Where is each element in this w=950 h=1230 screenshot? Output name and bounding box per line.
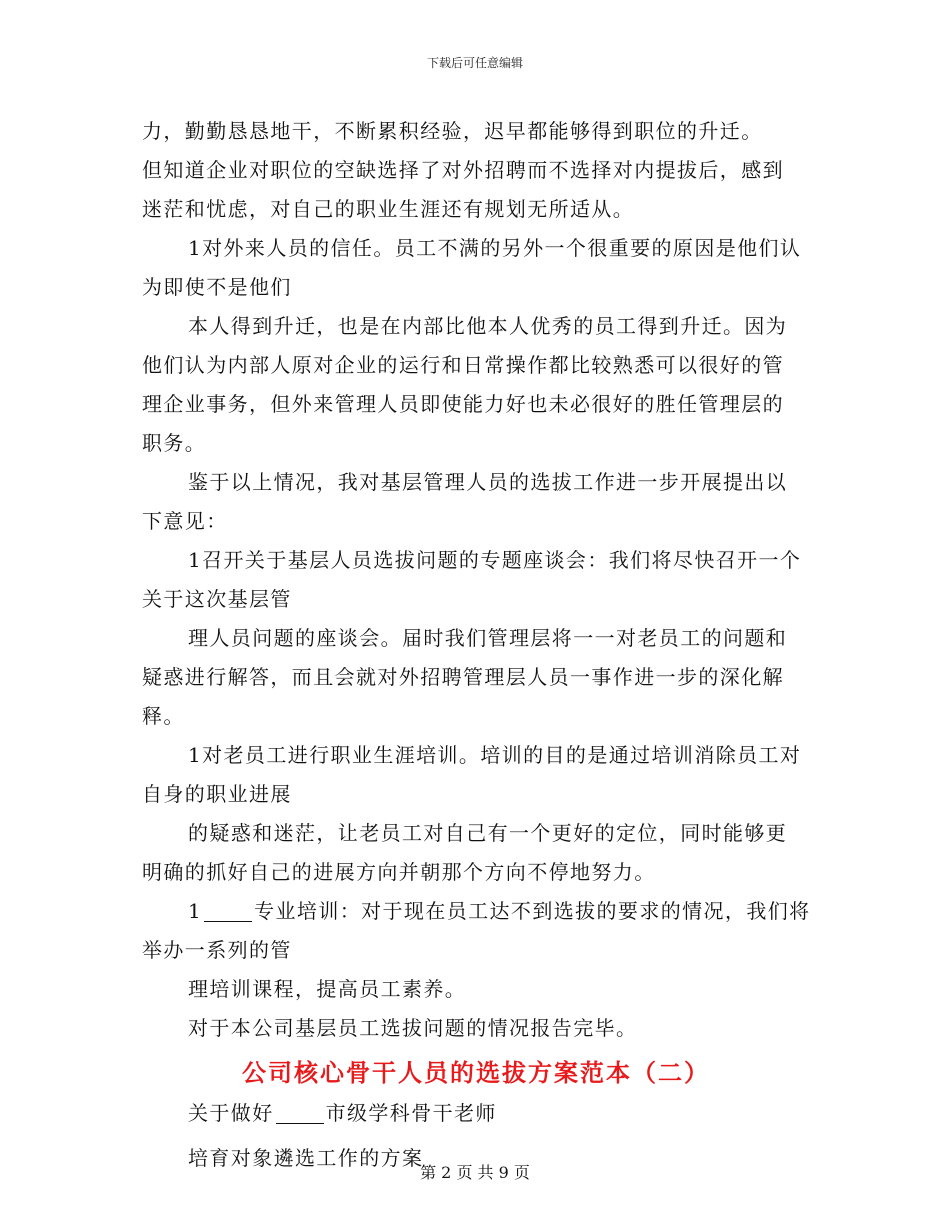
text-line: 鉴于以上情况，我对基层管理人员的选拔工作进一步开展提出以 <box>188 470 788 494</box>
text-line-with-blank <box>142 892 810 931</box>
text-line: 理企业事务，但外来管理人员即使能力好也未必很好的胜任管理层的 <box>142 392 784 416</box>
text-line: 为即使不是他们 <box>142 275 292 299</box>
text-line: 1对老员工进行职业生涯培训。培训的目的是通过培训消除员工对 <box>188 743 802 767</box>
page-header: 下载后可任意编辑 <box>426 56 523 70</box>
text-line: 市级学科骨干老师 <box>325 1101 497 1125</box>
item-number: 1 <box>188 899 203 923</box>
text-line: 培育对象遴选工作的方案 <box>188 1146 424 1170</box>
text-line: 力，勤勤恳恳地干，不断累积经验，迟早都能够得到职位的升迁。 <box>142 119 763 143</box>
text-line: 下意见： <box>142 509 228 533</box>
fill-in-blank <box>276 1103 324 1124</box>
text-line: 疑惑进行解答，而且会就对外招聘管理层人员一事作进一步的深化解 <box>142 665 784 689</box>
text-line: 1召开关于基层人员选拔问题的专题座谈会：我们将尽快召开一个 <box>188 548 802 572</box>
text-line: 明确的抓好自己的进展方向并朝那个方向不停地努力。 <box>142 860 656 884</box>
text-line: 1对外来人员的信任。员工不满的另外一个很重要的原因是他们认 <box>188 236 802 260</box>
section-title: 公司核心骨干人员的选拔方案范本（二） <box>242 1059 710 1087</box>
text-line: 关于做好 <box>188 1101 274 1125</box>
text-line: 但知道企业对职位的空缺选择了对外招聘而不选择对内提拔后，感到 <box>142 158 784 182</box>
text-line: 迷茫和忧虑，对自己的职业生涯还有规划无所适从。 <box>142 197 635 221</box>
page-footer: 第 2 页 共 9 页 <box>420 1163 530 1182</box>
text-line: 本人得到升迁，也是在内部比他本人优秀的员工得到升迁。因为 <box>188 314 788 338</box>
text-line: 自身的职业进展 <box>142 782 292 806</box>
text-line: 对于本公司基层员工选拔问题的情况报告完毕。 <box>188 1016 638 1040</box>
text-line: 职务。 <box>142 431 207 455</box>
text-line: 关于这次基层管 <box>142 587 292 611</box>
text-line: 专业培训：对于现在员工达不到选拔的要求的情况，我们将 <box>254 899 811 923</box>
text-line: 他们认为内部人原对企业的运行和日常操作都比较熟悉可以很好的管 <box>142 353 784 377</box>
text-line: 理培训课程，提高员工素养。 <box>188 977 467 1001</box>
text-line: 举办一系列的管 <box>142 938 292 962</box>
text-line: 释。 <box>142 704 185 728</box>
text-line: 的疑惑和迷茫，让老员工对自己有一个更好的定位，同时能够更 <box>188 821 788 845</box>
text-line-with-blank <box>142 1094 810 1133</box>
fill-in-blank <box>204 901 252 922</box>
text-line: 理人员问题的座谈会。届时我们管理层将一一对老员工的问题和 <box>188 626 788 650</box>
document-body <box>142 112 810 1178</box>
